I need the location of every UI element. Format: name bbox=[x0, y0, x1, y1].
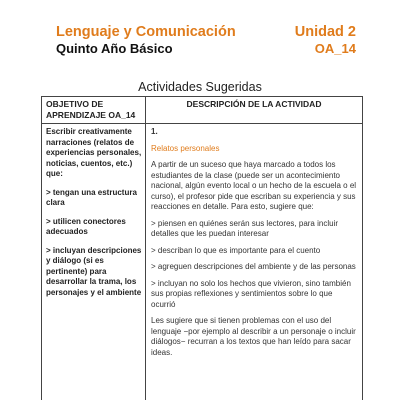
objective-item: > incluyan descripciones y diálogo (si es pertinente) para desarrollar la trama, los personajes y el ambiente bbox=[46, 245, 142, 297]
column-divider bbox=[145, 97, 146, 400]
activity-number: 1. bbox=[151, 127, 158, 136]
activity-heading: Relatos personales bbox=[151, 143, 220, 153]
section-title: Actividades Sugeridas bbox=[138, 80, 262, 94]
activity-cell bbox=[151, 127, 359, 364]
header-row-divider bbox=[42, 123, 362, 124]
grade-subtitle: Quinto Año Básico bbox=[56, 41, 173, 56]
activity-paragraph: > incluyan no solo los hechos que vivieron, sino también sus propias reflexiones y sentimientos sobre lo que ocurrió bbox=[151, 278, 351, 309]
activity-paragraph: A partir de un suceso que haya marcado a todos los estudiantes de la clase (puede ser un acontecimiento nacional, algún evento local o un hecho de la escuela o el curso), el profesor pide que escriban su experiencia y sus reacciones en detalle. Para esto, sugiere que: bbox=[151, 160, 357, 211]
activity-paragraph: > describan lo que es importante para el cuento bbox=[151, 245, 321, 255]
page-header bbox=[56, 24, 356, 60]
activity-paragraph: > piensen en quiénes serán sus lectores, para incluir detalles que les puedan interesar bbox=[151, 218, 338, 238]
activity-column-header: DESCRIPCIÓN DE LA ACTIVIDAD bbox=[186, 99, 322, 109]
objective-column-header: OBJETIVO DE APRENDIZAJE OA_14 bbox=[46, 99, 136, 120]
objective-code: OA_14 bbox=[314, 41, 356, 56]
objective-intro: Escribir creativamente narraciones (relatos de experiencias personales, noticias, cuentos, etc.) que: bbox=[46, 127, 142, 178]
unit-label: Unidad 2 bbox=[294, 24, 356, 40]
activity-paragraph: > agreguen descripciones del ambiente y de las personas bbox=[151, 262, 356, 271]
activity-paragraph: Les sugiere que si tienen problemas con el uso del lenguaje −por ejemplo al describir a un personaje o incluir diálogos− recurran a los textos que han leído para sacar ideas. bbox=[151, 316, 356, 357]
activities-table bbox=[41, 96, 363, 400]
objective-cell bbox=[46, 127, 144, 306]
objective-item: > tengan una estructura clara bbox=[46, 187, 137, 207]
subject-title: Lenguaje y Comunicación bbox=[56, 24, 236, 40]
objective-item: > utilicen conectores adecuados bbox=[46, 216, 126, 236]
